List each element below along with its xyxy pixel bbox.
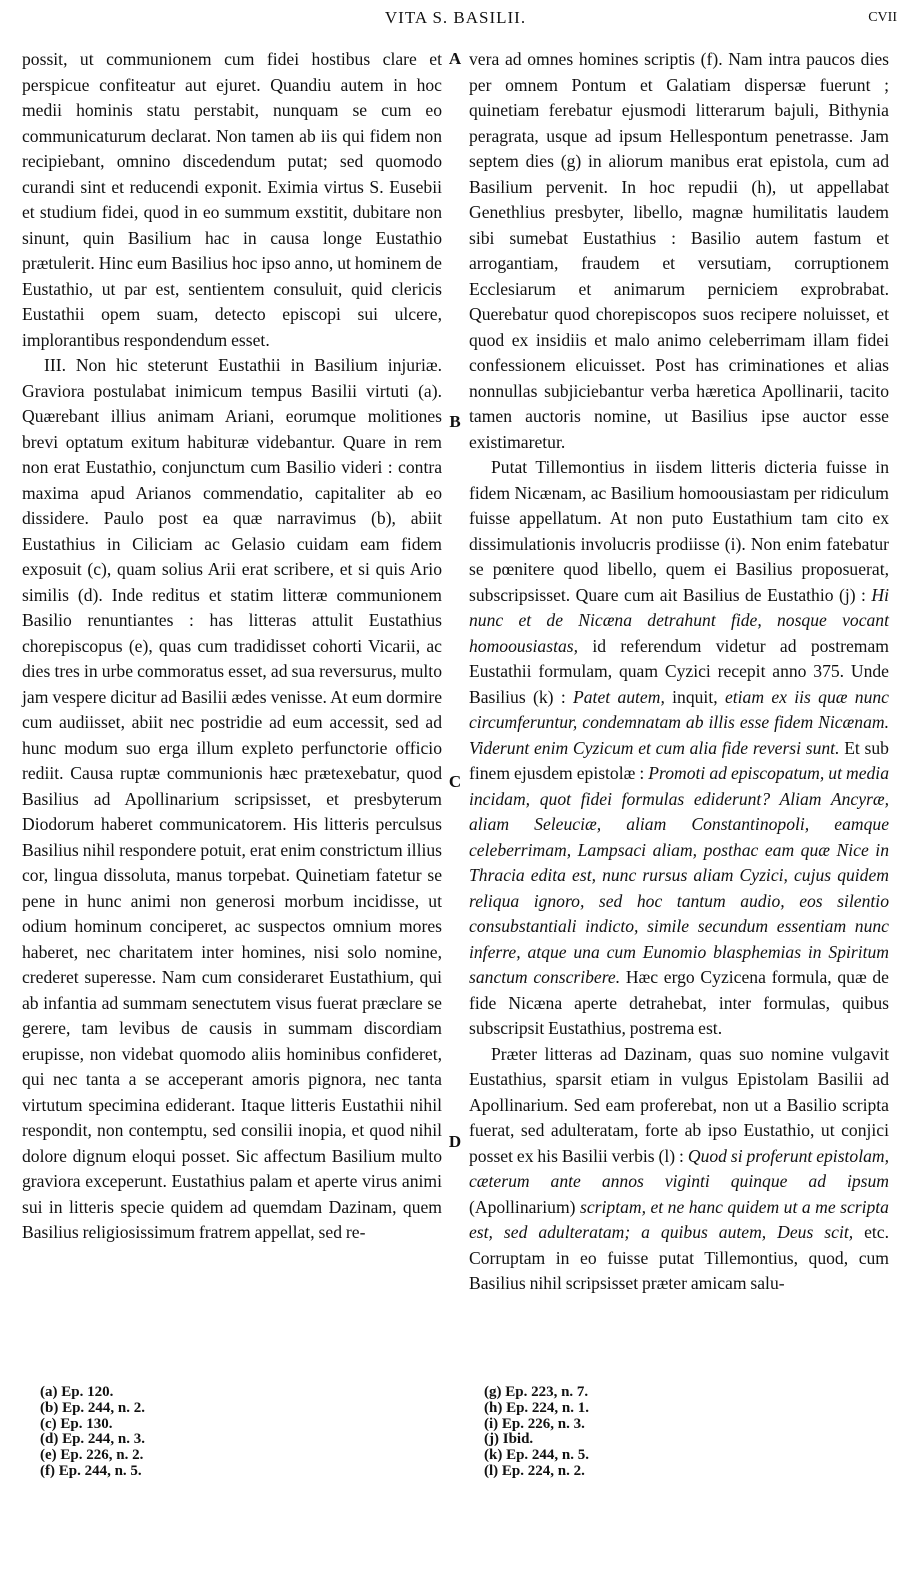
text-run: Hæc ergo Cyzicena formula, quæ de fide Nicæna aperte detrahebat, inter formulas, quibus subscripsit Eustathius, postrema est. bbox=[469, 967, 889, 1038]
footnote: (f) Ep. 244, n. 5. bbox=[40, 1462, 142, 1479]
right-paragraph-2 bbox=[469, 455, 889, 1042]
footnotes-left bbox=[40, 1385, 145, 1480]
footnote: (g) Ep. 223, n. 7. bbox=[484, 1384, 589, 1400]
running-title: VITA S. BASILII. bbox=[384, 8, 527, 27]
quotation: Patet autem, bbox=[573, 686, 665, 707]
right-paragraph-1: vera ad omnes homines scriptis (f). Nam intra paucos dies per omnem Pontum et Galatiam dispersæ fuerunt ; quinetiam ferebatur ejusmodi litterarum bajuli, Bithynia peragrata, usque ad ipsum Hellespontum penetrasse. Jam septem dies (g) in aliorum manibus erat epistola, cum ad Basilium pervenit. In hoc repudii (h), ut appellabat Genethlius presbyter, libello, magnæ humilitatis laudem sibi sumebat Eustathius : Basilio autem fastum et arrogantiam, fraudem et versutiam, corruptionem Ecclesiarum et animarum perniciem exprobrabat. Querebatur quod chorepiscopos suos recipere noluisset, et quod ex insidiis et malo animo celeberrimam illam fidei confessionem elicuisset. Post has criminationes et alias nonnullas subjiciebantur verba hæretica Apollinarii, tacito tamen auctoris nomine, ut Basilius ipse auctor esse existimaretur. bbox=[469, 49, 889, 452]
quotation: Quod si proferunt epistolam, cæterum ante annos viginti quinque ad ipsum bbox=[469, 1145, 890, 1191]
text-run: inquit, bbox=[672, 686, 718, 707]
footnote: (c) Ep. 130. bbox=[40, 1415, 113, 1432]
margin-marker-b: B bbox=[449, 412, 461, 431]
footnote: (d) Ep. 244, n. 3. bbox=[40, 1431, 146, 1448]
text-run: id referendum videtur ad postremam Eustathii formulam, quam Cyzici recepit anno 375. Unde Basilius (k) : bbox=[469, 635, 889, 707]
footnote: (i) Ep. 226, n. 3. bbox=[484, 1415, 585, 1432]
margin-marker-a: A bbox=[448, 49, 462, 68]
text-run: Præter litteras ad Dazinam, quas suo nomine vulgavit Eustathius, sparsit etiam in vulgus Epistolam Basilii ad Apollinarium. Sed eam proferebat, non ut a Basilio scripta fuerat, sed adulteratam, forte ab ipso Eustathio, ut conjici posset ex his Basilii verbis (l) : bbox=[469, 1043, 889, 1166]
text-run: Et sub finem ejusdem epistolæ : bbox=[469, 737, 889, 783]
right-column bbox=[469, 47, 889, 1297]
quotation: Hi nunc et de Nicæna detrahunt fide, nosque vocant homoousiastas, bbox=[469, 584, 889, 656]
footnote: (h) Ep. 224, n. 1. bbox=[484, 1399, 590, 1416]
left-paragraph-1: possit, ut communionem cum fidei hostibus clare et perspicue confiteatur aut ejuret. Quandiu autem in hoc medii hominis statu perstabit, nunquam se cum eo communicaturum declarat. Non tamen ab iis qui fidem non recipiebant, omnino discedendum putat; sed quomodo curandi sint et reducendi exponit. Eximia virtus S. Eusebii et studium fidei, quod in eo summum exstitit, dubitare non sinunt, quin Basilium hac in causa longe Eustathio prætulerit. Hinc eum Basilius hoc ipso anno, ut hominem de Eustathio, ut par est, sentientem consuluit, quid clericis Eustathii opem suam, detecto episcopi sui ulcere, implorantibus respondendum esset. bbox=[22, 49, 442, 350]
footnote: (b) Ep. 244, n. 2. bbox=[40, 1399, 146, 1416]
text-run: etc. Corruptam in eo fuisse putat Tillemontius, quod, cum Basilius nihil scripsisset præter amicam salu- bbox=[469, 1222, 889, 1293]
footnote: (a) Ep. 120. bbox=[40, 1384, 114, 1400]
text-run: Putat Tillemontius in iisdem litteris dicteria fuisse in fidem Nicænam, ac Basilium homoousiastam per ridiculum fuisse appellatum. At non puto Eustathium tam cito ex dissimulationis involucris prodiisse (i). Non enim fatebatur se pœnitere quod libello, quem ei Basilius proposuerat, subscripsisset. Quare cum ait Basilius de Eustathio (j) : bbox=[469, 457, 889, 605]
text-run: (Apollinarium) bbox=[469, 1196, 576, 1217]
quotation: etiam ex iis quæ nunc circumferuntur, condemnatam ab illis esse fidem Nicænam. Viderunt enim Cyzicum et cum alia fide reversi sunt. bbox=[469, 686, 889, 758]
footnote: (l) Ep. 224, n. 2. bbox=[484, 1462, 585, 1479]
footnote: (j) Ibid. bbox=[484, 1431, 534, 1448]
quotation: scriptam, et ne hanc quidem ut a me scripta est, sed adulteratam; a quibus autem, Deus scit, bbox=[469, 1196, 889, 1242]
footnotes-right bbox=[484, 1385, 589, 1480]
left-paragraph-2: III. Non hic steterunt Eustathii in Basilium injuriæ. Graviora postulabat inimicum tempus Basilii virtuti (a). Quærebant illius animam Ariani, eorumque molitiones brevi optatum exitum habituræ videbantur. Quare in rem non erat Eustathio, conjunctum cum Basilio videri : contra maxima apud Arianos commendatio, capitaliter ab eo dissidere. Paulo post ea quæ narravimus (b), abiit Eustathius in Ciliciam ac Gelasio cuidam eam fidem exposuit (c), quam solius Arii erat scribere, et si quis Ario similis (d). Inde reditus et statim litteræ communionem Basilio renuntiantes : has litteras attulit Eustathius chorepiscopus (e), quas cum tradidisset cohorti Vicarii, ac dies tres in urbe commoratus esset, ad sua reversurus, multo jam vespere dicitur ad Basilii ædes venisse. At eum dormire cum audiisset, abiit nec postridie ad eum accessit, sed ad hunc modum suo erga illum expleto perfunctorie officio rediit. Causa ruptæ communionis hæc prætexebatur, quod Basilius ad Apollinarium scripsisset, et presbyterum Diodorum haberet communicatorem. His litteris perculsus Basilius nihil respondere potuit, erat enim constrictum illius cor, lingua dissoluta, manus torpebat. Quinetiam fatetur se pene in hunc animi non generosi morbum incidisse, ut odium hominum conciperet, ac suspectos omnium mores haberet, nec charitatem inter homines, nisi solo nomine, crederet superesse. Nam cum consideraret Eustathium, qui ab infantia ad summam senectutem visus fuerat præclare se gerere, tam levibus de causis in summam discordiam erupisse, non videbat quomodo aliis hominibus confideret, qui nec tanta a se acceperant amoris pignora, nec tanta virtutum specimina ediderant. Itaque litteris Eustathii nihil respondit, non contemptu, sed consilii inopia, et quod nihil dolore dignum eloqui posset. Sic affectum Basilium multo graviora exceperunt. Eustathius palam et aperte virus animi sui in litteris specie quidem ad quemdam Dazinam, quem Basilius religiosissimum fratrem appellat, sed re- bbox=[22, 355, 442, 1242]
margin-marker-c: C bbox=[448, 772, 462, 791]
quotation: Promoti ad episcopatum, ut media incidam, quot fidei formulas ediderunt? Aliam Ancyræ, aliam Seleuciæ, aliam Constantinopoli, eamque celeberrimam, Lampsaci aliam, posthac eam quæ Nice in Thracia edita est, nunc rursus aliam Cyzici, cujus quidem reliqua ignoro, sed hoc tantum audio, eos silentio consubstantiali indicto, simile secundum essentiam nunc inferre, atque una cum Eunomio blasphemias in Spiritum sanctum conscribere. bbox=[469, 763, 889, 987]
page-number: CVII bbox=[868, 10, 897, 25]
page-header bbox=[0, 4, 911, 34]
right-paragraph-3 bbox=[469, 1042, 889, 1297]
footnote: (e) Ep. 226, n. 2. bbox=[40, 1447, 144, 1464]
margin-marker-d: D bbox=[448, 1132, 462, 1151]
footnote: (k) Ep. 244, n. 5. bbox=[484, 1447, 590, 1464]
left-column bbox=[22, 47, 442, 1246]
